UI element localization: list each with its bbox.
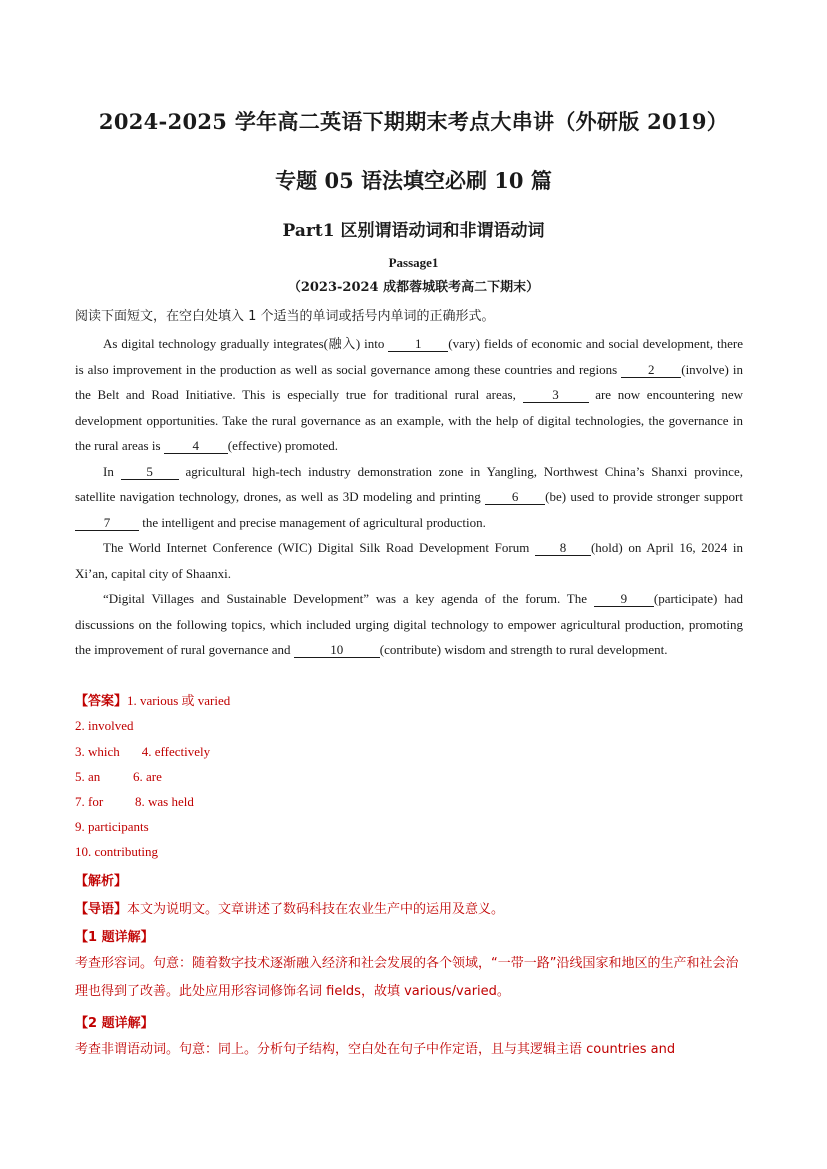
guide-text: 本文为说明文。文章讲述了数码科技在农业生产中的运用及意义。 bbox=[127, 902, 505, 917]
q2-label: 【2 题详解】 bbox=[75, 1016, 154, 1031]
passage-source: （2023-2024 成都蓉城联考高二下期末） bbox=[287, 280, 540, 295]
paragraph-1: As digital technology gradually integrates(融入) into 1 (vary) fields of economic and social development, there is also improvement in the production as well as social governance among these countries and regions 2 (involve) in the Belt and Road Initiative. This is especially true for traditional rural areas, 3 are now encountering new development opportunities. Take the rural governance as an example, with the help of digital technologies, the governance in the rural areas is 4 (effective) promoted. bbox=[75, 336, 743, 453]
answer-9: 9. participants bbox=[75, 819, 149, 834]
document-title: 2024-2025 学年高二英语下期期末考点大串讲（外研版 2019） bbox=[98, 109, 729, 134]
blank-10: 10 bbox=[294, 642, 380, 658]
answer-8: 8. was held bbox=[135, 794, 194, 809]
blank-9: 9 bbox=[594, 591, 654, 607]
analysis-label-row bbox=[75, 870, 755, 889]
passage-name: Passage1 bbox=[388, 255, 439, 270]
answer-1: 1. various 或 varied bbox=[127, 693, 231, 708]
blank-5: 5 bbox=[121, 464, 179, 480]
blank-3: 3 bbox=[523, 387, 589, 403]
q1-label-row bbox=[75, 926, 755, 945]
blank-2: 2 bbox=[621, 362, 681, 378]
answer-row-7 bbox=[75, 794, 194, 810]
answer-row-1 bbox=[75, 690, 230, 709]
guide-row bbox=[75, 898, 755, 917]
answer-7: 7. for bbox=[75, 794, 104, 809]
answer-10: 10. contributing bbox=[75, 844, 159, 859]
q1-explanation: 考查形容词。句意：随着数字技术逐渐融入经济和社会发展的各个领域，“一带一路”沿线国家和地区的生产和社会治理也得到了改善。此处应用形容词修饰名词 fields，故填 various/varied。 bbox=[75, 956, 739, 999]
q1-label: 【1 题详解】 bbox=[75, 930, 154, 945]
answer-5: 5. an bbox=[75, 769, 101, 784]
q2-label-row bbox=[75, 1012, 755, 1031]
q2-explanation: 考查非谓语动词。句意：同上。分析句子结构，空白处在句子中作定语，且与其逻辑主语 countries and bbox=[75, 1042, 676, 1057]
paragraph-2: In 5 agricultural high-tech industry demonstration zone in Yangling, Northwest China’s Shanxi province, satellite navigation technology, drones, as well as 3D modeling and printing 6 (be) used to provide stronger support 7 the intelligent and precise management of agricultural production. bbox=[75, 463, 743, 530]
blank-4: 4 bbox=[164, 438, 228, 454]
guide-label: 【导语】 bbox=[75, 902, 128, 917]
answer-3: 3. which bbox=[75, 744, 120, 759]
topic-title: 专题 05 语法填空必刷 10 篇 bbox=[275, 168, 552, 193]
analysis-label: 【解析】 bbox=[75, 874, 128, 889]
blank-1: 1 bbox=[388, 336, 448, 352]
blank-7: 7 bbox=[75, 515, 139, 531]
paragraph-3: The World Internet Conference (WIC) Digital Silk Road Development Forum 8 (hold) on April 16, 2024 in Xi’an, capital city of Shaanxi. bbox=[75, 540, 743, 581]
passage-body bbox=[75, 331, 743, 663]
blank-6: 6 bbox=[485, 489, 545, 505]
answer-4: 4. effectively bbox=[141, 744, 211, 759]
part-title: Part1 区别谓语动词和非谓语动词 bbox=[282, 221, 545, 241]
answer-label: 【答案】 bbox=[75, 694, 128, 709]
answer-section bbox=[75, 690, 755, 870]
blank-8: 8 bbox=[535, 540, 591, 556]
answer-row-5 bbox=[75, 769, 162, 785]
paragraph-4: “Digital Villages and Sustainable Development” was a key agenda of the forum. The 9 (participate) had discussions on the following topics, which included urging digital technology to empower agricultural production, promoting the improvement of rural governance and 10 (contribute) wisdom and strength to rural development. bbox=[75, 591, 743, 657]
answer-6: 6. are bbox=[133, 769, 162, 784]
answer-row-3 bbox=[75, 744, 210, 760]
instruction: 阅读下面短文，在空白处填入 1 个适当的单词或括号内单词的正确形式。 bbox=[75, 309, 495, 324]
answer-2: 2. involved bbox=[75, 718, 134, 733]
